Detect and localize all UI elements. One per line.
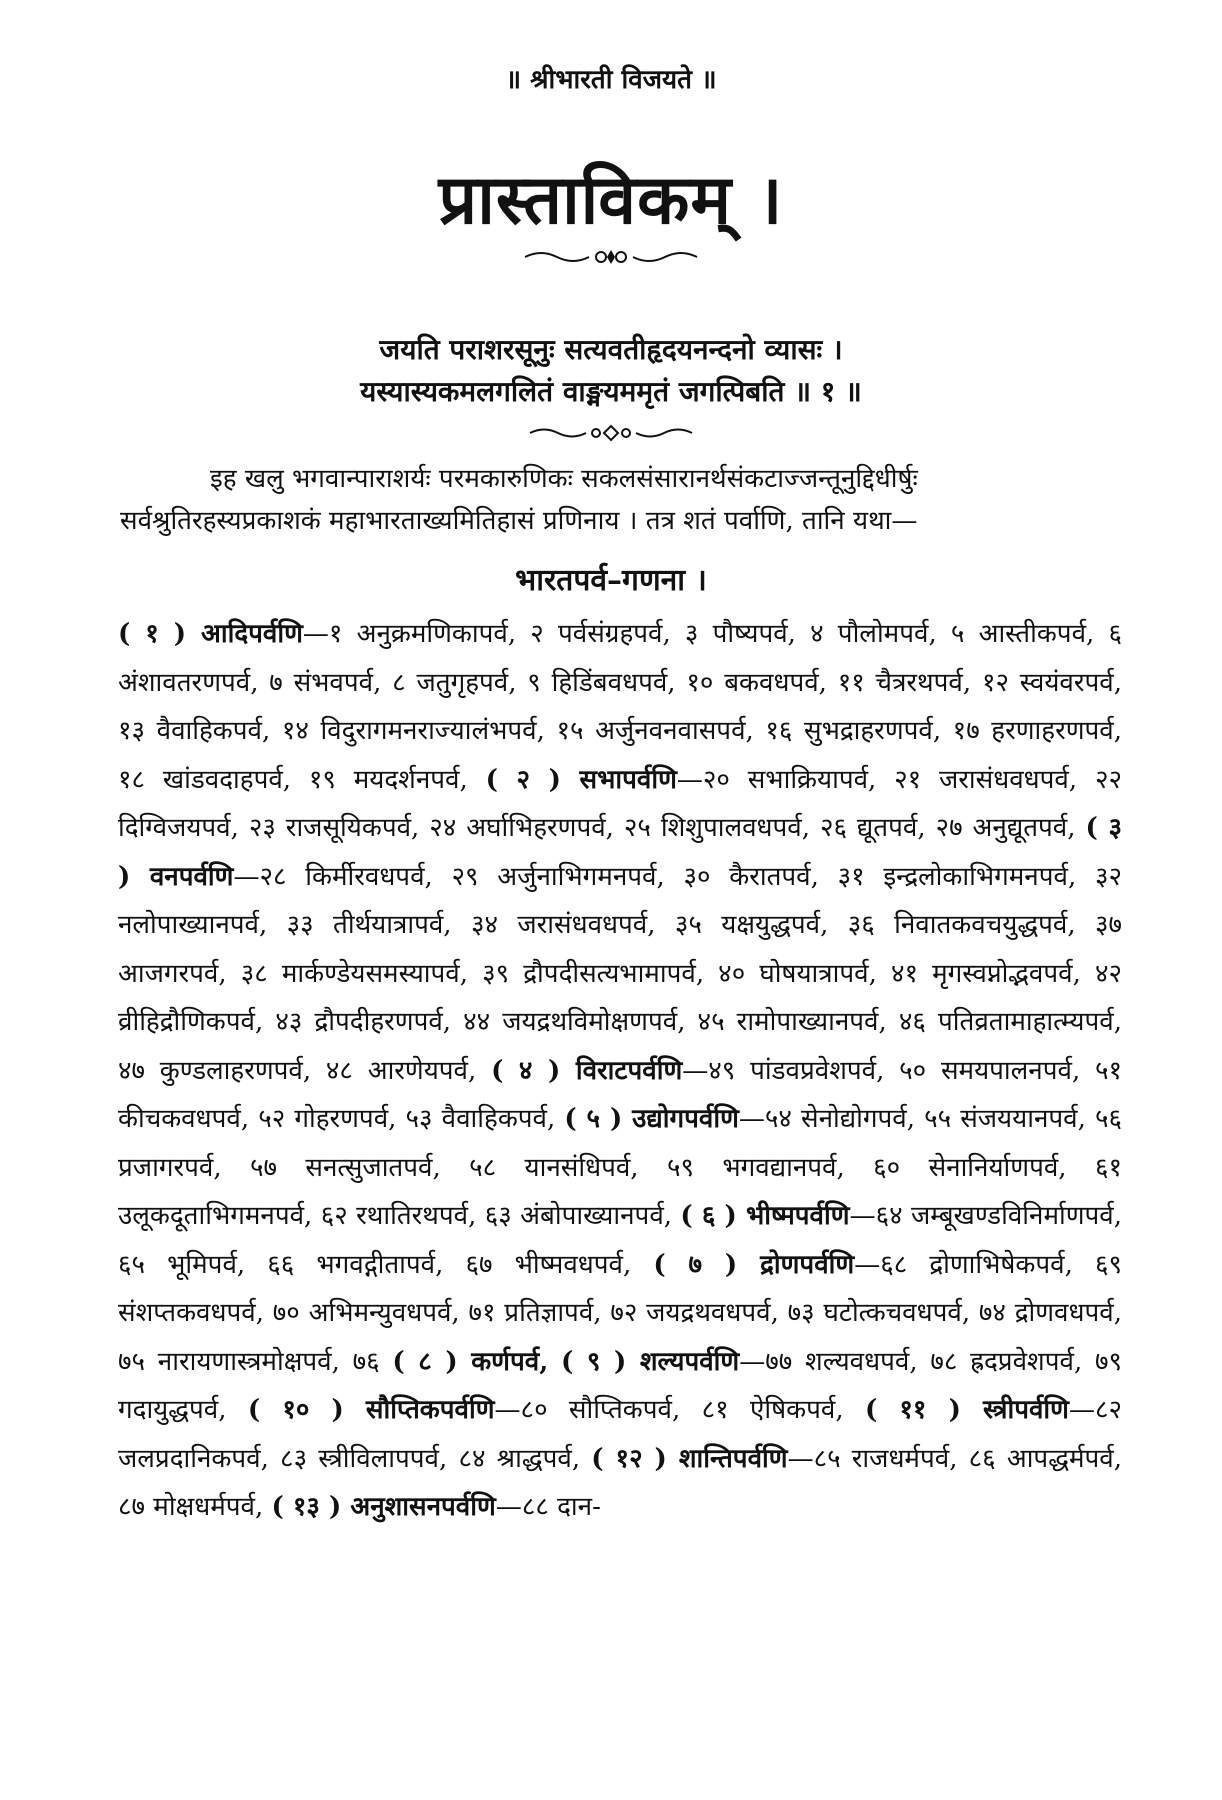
parva-heading-virata: ( ४ ) विराटपर्वणि <box>491 1055 683 1086</box>
parva-items-adi: —१ अनुक्रमणिकापर्व, २ पर्वसंग्रहपर्व, ३ पौष्यपर्व, ४ पौलोमपर्व, ५ आस्तीकपर्व, ६ अंशावतरणपर्व, ७ संभवपर्व, ८ जतुगृहपर्व, ९ हिडिंबवधपर्व, १० बकवधपर्व, ११ चैत्ररथपर्व, १२ स्वयंवरपर्व, १३ वैवाहिकपर्व, १४ विदुरागमनराज्यालंभपर्व, १५ अर्जुनवनवासपर्व, १६ सुभद्राहरणपर्व, १७ हरणाहरणपर्व, १८ खांडवदाहपर्व, १९ मयदर्शनपर्व, <box>118 619 1122 795</box>
parva-heading-sabha: ( २ ) सभापर्वणि <box>485 764 677 795</box>
verse-line-2: यस्यास्यकमलगलितं वाङ्मयममृतं जगत्पिबति ॥ १ ॥ <box>360 375 862 408</box>
intro-paragraph-line-1: इह खलु भगवान्पाराशर्यः परमकारुणिकः सकलसंसारानर्थसंकटाज्जन्तूनुद्दिधीर्षुः <box>210 464 918 494</box>
parva-heading-vana: ( ३ ) वनपर्वणि <box>118 813 1122 892</box>
parva-items-drona: —६८ द्रोणाभिषेकपर्व, ६९ संशप्तकवधपर्व, ७० अभिमन्युवधपर्व, ७१ प्रतिज्ञापर्व, ७२ जयद्रथवधपर्व, ७३ घटोत्कचवधपर्व, ७४ द्रोणवधपर्व, ७५ नारायणास्त्रमोक्षपर्व, ७६ <box>118 1249 1123 1377</box>
parva-items-anushasana: —८८ दान- <box>495 1492 601 1522</box>
ornament-bottom <box>0 422 1222 444</box>
parva-items-sauptika: —८० सौप्तिकपर्व, ८१ ऐषिकपर्व, <box>494 1395 844 1425</box>
parva-items-virata: —४९ पांडवप्रवेशपर्व, ५० समयपालनपर्व, ५१ कीचकवधपर्व, ५२ गोहरणपर्व, ५३ वैवाहिकपर्व, <box>118 1055 1123 1134</box>
parva-heading-karna: ( ८ ) कर्णपर्व, <box>392 1346 549 1377</box>
parva-heading-shanti: ( १२ ) शान्तिपर्वणि <box>591 1443 788 1474</box>
parva-heading-bhishma: ( ६ ) भीष्मपर्वणि <box>680 1201 850 1231</box>
parva-heading-stri: ( ११ ) स्त्रीपर्वणि <box>864 1395 1069 1425</box>
section-heading: भारतपर्व–गणना । <box>515 563 707 598</box>
parva-heading-sauptika: ( १० ) सौप्तिकपर्वणि <box>247 1395 495 1425</box>
parva-items-vana: —२८ किर्मीरवधपर्व, २९ अर्जुनाभिगमनपर्व, ३० कैरातपर्व, ३१ इन्द्रलोकाभिगमनपर्व, ३२ नलोपाख्यानपर्व, ३३ तीर्थयात्रापर्व, ३४ जरासंधवधपर्व, ३५ यक्षयुद्धपर्व, ३६ निवातकवचयुद्धपर्व, ३७ आजगरपर्व, ३८ मार्कण्डेयसमस्यापर्व, ३९ द्रौपदीसत्यभामापर्व, ४० घोषयात्रापर्व, ४१ मृगस्वप्नोद्भवपर्व, ४२ व्रीहिद्रौणिकपर्व, ४३ द्रौपदीहरणपर्व, ४४ जयद्रथविमोक्षणपर्व, ४५ रामोपाख्यानपर्व, ४६ पतिव्रतामाहात्म्यपर्व, ४७ कुण्डलाहरणपर्व, ४८ आरणेयपर्व, <box>118 861 1122 1086</box>
parva-items-sabha: —२० सभाक्रियापर्व, २१ जरासंधवधपर्व, २२ दिग्विजयपर्व, २३ राजसूयिकपर्व, २४ अर्घाभिहरणपर्व, २५ शिशुपालवधपर्व, २६ द्यूतपर्व, २७ अनुद्यूतपर्व, <box>118 764 1123 843</box>
parva-heading-adi: ( १ ) आदिपर्वणि <box>118 619 303 649</box>
ornamental-divider-icon <box>521 245 701 269</box>
parva-items-stri: —८२ जलप्रदानिकपर्व, ८३ स्त्रीविलापपर्व, ८४ श्राद्धपर्व, <box>118 1395 1123 1474</box>
parva-items-udyoga: —५४ सेनोद्योगपर्व, ५५ संजययानपर्व, ५६ प्रजागरपर्व, ५७ सनत्सुजातपर्व, ५८ यानसंधिपर्व, ५९ भगवद्यानपर्व, ६० सेनानिर्याणपर्व, ६१ उलूकदूताभिगमनपर्व, ६२ रथातिरथपर्व, ६३ अंबोपाख्यानपर्व, <box>118 1104 1122 1231</box>
ornamental-divider-icon <box>526 422 696 444</box>
parva-heading-anushasana: ( १३ ) अनुशासनपर्वणि <box>271 1492 496 1522</box>
invocation-line: ॥ श्रीभारती विजयते ॥ <box>505 65 717 95</box>
page-title: प्रास्ताविकम् । <box>438 160 784 240</box>
parva-heading-shalya: ( ९ ) शल्यपर्वणि <box>561 1346 740 1377</box>
verse-line-1: जयति पराशरसूनुः सत्यवतीहृदयनन्दनो व्यासः । <box>379 333 843 366</box>
intro-paragraph-line-2: सर्वश्रुतिरहस्यप्रकाशकं महाभारताख्यमितिहासं प्रणिनाय । तत्र शतं पर्वाणि, तानि यथा— <box>120 506 918 536</box>
parva-items-shalya: —७७ शल्यवधपर्व, ७८ ह्रदप्रवेशपर्व, ७९ गदायुद्धपर्व, <box>118 1346 1123 1425</box>
parva-heading-drona: ( ७ ) द्रोणपर्वणि <box>653 1249 855 1280</box>
parva-items-shanti: —८५ राजधर्मपर्व, ८६ आपद्धर्मपर्व, ८७ मोक्षधर्मपर्व, <box>118 1443 1123 1522</box>
parva-heading-udyoga: ( ५ ) उद्योगपर्वणि <box>564 1104 739 1134</box>
parva-items-bhishma: —६४ जम्बूखण्डविनिर्माणपर्व, ६५ भूमिपर्व, ६६ भगवद्गीतापर्व, ६७ भीष्मवधपर्व, <box>118 1201 1123 1280</box>
ornament-top <box>0 245 1222 269</box>
parva-list <box>118 610 1122 1532</box>
